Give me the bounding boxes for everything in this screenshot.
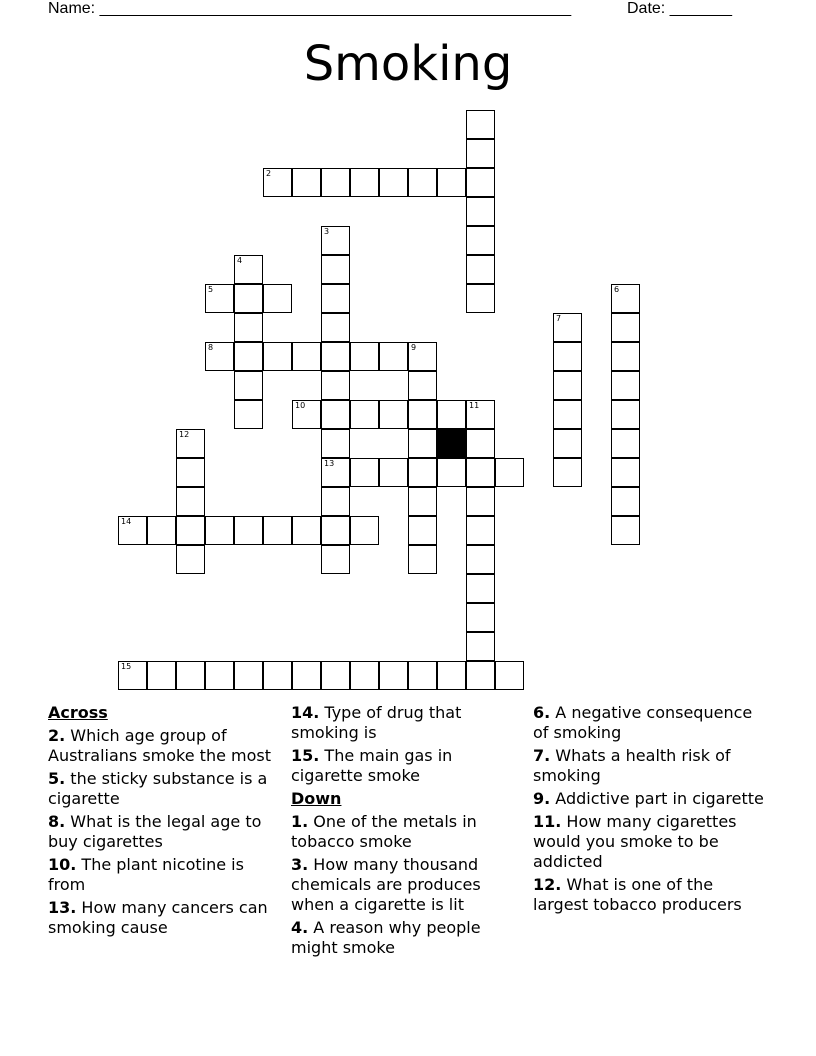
page-title: Smoking <box>303 36 513 92</box>
crossword-cell[interactable] <box>321 400 350 429</box>
clue-number: 6 <box>614 285 620 294</box>
clue-item <box>291 918 526 958</box>
crossword-cell[interactable] <box>263 661 292 690</box>
crossword-cell[interactable] <box>234 284 263 313</box>
crossword-cell[interactable] <box>408 429 437 458</box>
crossword-cell[interactable] <box>466 168 495 197</box>
crossword-cell[interactable] <box>350 342 379 371</box>
clue-item <box>291 703 526 743</box>
clue-item <box>533 875 768 915</box>
crossword-cell[interactable] <box>350 168 379 197</box>
crossword-cell[interactable] <box>176 458 205 487</box>
clue-number: 3 <box>324 227 330 236</box>
crossword-cell[interactable] <box>408 545 437 574</box>
crossword-cell[interactable] <box>176 516 205 545</box>
crossword-cell[interactable] <box>408 516 437 545</box>
clue-item <box>291 746 526 786</box>
clue-text: The main gas in cigarette smoke <box>291 746 453 785</box>
crossword-cell[interactable] <box>205 342 234 371</box>
clue-item <box>533 746 768 786</box>
clue-number-label: 1. <box>291 812 309 831</box>
clue-text: What is the legal age to buy cigarettes <box>48 812 262 851</box>
crossword-cell[interactable] <box>553 371 582 400</box>
crossword-cell[interactable] <box>118 661 147 690</box>
crossword-cell[interactable] <box>553 458 582 487</box>
crossword-cell[interactable] <box>205 516 234 545</box>
crossword-cell[interactable] <box>176 661 205 690</box>
crossword-cell[interactable] <box>292 342 321 371</box>
crossword-cell[interactable] <box>408 458 437 487</box>
blocked-cell <box>437 429 466 458</box>
crossword-cell[interactable] <box>408 168 437 197</box>
clue-number-label: 2. <box>48 726 66 745</box>
clue-text: A negative consequence of smoking <box>533 703 753 742</box>
crossword-cell[interactable] <box>292 168 321 197</box>
clue-text: How many cancers can smoking cause <box>48 898 268 937</box>
down-heading: Down <box>291 789 342 808</box>
crossword-cell[interactable] <box>292 400 321 429</box>
crossword-cell[interactable] <box>234 342 263 371</box>
crossword-cell[interactable] <box>234 661 263 690</box>
crossword-cell[interactable] <box>205 661 234 690</box>
crossword-cell[interactable] <box>466 139 495 168</box>
crossword-cell[interactable] <box>437 661 466 690</box>
clue-number-label: 14. <box>291 703 320 722</box>
crossword-cell[interactable] <box>611 371 640 400</box>
crossword-cell[interactable] <box>234 371 263 400</box>
clues-column-3 <box>533 703 768 918</box>
crossword-cell[interactable] <box>466 661 495 690</box>
crossword-cell[interactable] <box>408 400 437 429</box>
crossword-cell[interactable] <box>466 429 495 458</box>
clue-text: Which age group of Australians smoke the most <box>48 726 271 765</box>
crossword-cell[interactable] <box>553 313 582 342</box>
crossword-cell[interactable] <box>321 168 350 197</box>
crossword-cell[interactable] <box>147 516 176 545</box>
crossword-cell[interactable] <box>408 371 437 400</box>
crossword-cell[interactable] <box>350 516 379 545</box>
clue-number: 4 <box>237 256 243 265</box>
clue-number-label: 6. <box>533 703 551 722</box>
clue-item <box>291 812 526 852</box>
clue-item <box>533 812 768 872</box>
crossword-cell[interactable] <box>263 284 292 313</box>
crossword-cell[interactable] <box>611 313 640 342</box>
crossword-cell[interactable] <box>466 226 495 255</box>
crossword-cell[interactable] <box>466 197 495 226</box>
clue-number: 8 <box>208 343 214 352</box>
crossword-cell[interactable] <box>553 400 582 429</box>
clue-text: How many cigarettes would you smoke to be addicted <box>533 812 737 871</box>
crossword-cell[interactable] <box>205 284 234 313</box>
crossword-cell[interactable] <box>466 545 495 574</box>
crossword-cell[interactable] <box>350 661 379 690</box>
crossword-cell[interactable] <box>466 110 495 139</box>
crossword-cell[interactable] <box>408 342 437 371</box>
clue-number: 11 <box>469 401 480 410</box>
crossword-cell[interactable] <box>321 458 350 487</box>
clue-number: 13 <box>324 459 335 468</box>
clue-item <box>48 812 283 852</box>
crossword-cell[interactable] <box>147 661 176 690</box>
clue-number-label: 11. <box>533 812 562 831</box>
clue-item <box>291 855 526 915</box>
crossword-cell[interactable] <box>321 313 350 342</box>
crossword-cell[interactable] <box>379 400 408 429</box>
crossword-cell[interactable] <box>321 226 350 255</box>
crossword-cell[interactable] <box>611 400 640 429</box>
crossword-cell[interactable] <box>321 545 350 574</box>
crossword-cell[interactable] <box>466 603 495 632</box>
crossword-cell[interactable] <box>495 458 524 487</box>
clue-number: 14 <box>121 517 132 526</box>
date-field[interactable]: Date: _______ <box>627 0 732 17</box>
crossword-cell[interactable] <box>118 516 147 545</box>
clues-column-2 <box>291 703 526 961</box>
clue-number-label: 4. <box>291 918 309 937</box>
crossword-cell[interactable] <box>379 342 408 371</box>
crossword-cell[interactable] <box>321 516 350 545</box>
clue-number: 5 <box>208 285 214 294</box>
crossword-cell[interactable] <box>263 516 292 545</box>
across-heading: Across <box>48 703 108 722</box>
crossword-cell[interactable] <box>263 342 292 371</box>
crossword-cell[interactable] <box>437 400 466 429</box>
crossword-cell[interactable] <box>176 545 205 574</box>
clue-item <box>48 855 283 895</box>
crossword-cell[interactable] <box>611 516 640 545</box>
clue-text: Addictive part in cigarette <box>550 789 764 808</box>
crossword-cell[interactable] <box>495 661 524 690</box>
clue-item <box>48 769 283 809</box>
crossword-cell[interactable] <box>466 632 495 661</box>
clue-item <box>48 726 283 766</box>
crossword-cell[interactable] <box>321 284 350 313</box>
clue-text: The plant nicotine is from <box>48 855 244 894</box>
clue-number-label: 9. <box>533 789 551 808</box>
crossword-cell[interactable] <box>350 400 379 429</box>
clue-number-label: 10. <box>48 855 77 874</box>
crossword-cell[interactable] <box>321 429 350 458</box>
clue-number: 15 <box>121 662 132 671</box>
clue-number: 9 <box>411 343 417 352</box>
crossword-cell[interactable] <box>437 168 466 197</box>
crossword-cell[interactable] <box>234 255 263 284</box>
clue-number: 7 <box>556 314 562 323</box>
crossword-cell[interactable] <box>466 458 495 487</box>
name-field[interactable]: Name: _____________________________________________________ <box>48 0 572 17</box>
clue-text: Type of drug that smoking is <box>291 703 462 742</box>
clue-text: Whats a health risk of smoking <box>533 746 731 785</box>
crossword-cell[interactable] <box>379 168 408 197</box>
clue-number: 2 <box>266 169 272 178</box>
crossword-cell[interactable] <box>321 661 350 690</box>
crossword-cell[interactable] <box>176 429 205 458</box>
crossword-cell[interactable] <box>466 400 495 429</box>
clues-column-1 <box>48 703 283 941</box>
crossword-cell[interactable] <box>553 342 582 371</box>
clue-item <box>533 789 768 809</box>
clue-number-label: 12. <box>533 875 562 894</box>
crossword-cell[interactable] <box>379 661 408 690</box>
clue-number-label: 8. <box>48 812 66 831</box>
crossword-cell[interactable] <box>321 342 350 371</box>
crossword-cell[interactable] <box>234 313 263 342</box>
crossword-cell[interactable] <box>611 487 640 516</box>
crossword-cell[interactable] <box>466 255 495 284</box>
crossword-cell[interactable] <box>466 516 495 545</box>
crossword-cell[interactable] <box>176 487 205 516</box>
clue-number: 10 <box>295 401 306 410</box>
clue-number: 12 <box>179 430 190 439</box>
crossword-cell[interactable] <box>321 371 350 400</box>
crossword-cell[interactable] <box>553 429 582 458</box>
clue-text: One of the metals in tobacco smoke <box>291 812 477 851</box>
clue-text: How many thousand chemicals are produces when a cigarette is lit <box>291 855 481 914</box>
crossword-cell[interactable] <box>408 661 437 690</box>
crossword-cell[interactable] <box>350 458 379 487</box>
clue-text: the sticky substance is a cigarette <box>48 769 268 808</box>
crossword-cell[interactable] <box>611 284 640 313</box>
crossword-cell[interactable] <box>234 400 263 429</box>
crossword-cell[interactable] <box>611 429 640 458</box>
crossword-cell[interactable] <box>466 574 495 603</box>
crossword-cell[interactable] <box>292 516 321 545</box>
clue-number-label: 3. <box>291 855 309 874</box>
crossword-cell[interactable] <box>408 487 437 516</box>
crossword-cell[interactable] <box>437 458 466 487</box>
clue-number-label: 13. <box>48 898 77 917</box>
crossword-cell[interactable] <box>321 255 350 284</box>
crossword-cell[interactable] <box>466 487 495 516</box>
clue-text: What is one of the largest tobacco producers <box>533 875 742 914</box>
crossword-cell[interactable] <box>611 342 640 371</box>
crossword-cell[interactable] <box>321 487 350 516</box>
crossword-cell[interactable] <box>292 661 321 690</box>
crossword-cell[interactable] <box>234 516 263 545</box>
crossword-cell[interactable] <box>263 168 292 197</box>
clue-item <box>48 898 283 938</box>
clue-number-label: 7. <box>533 746 551 765</box>
crossword-cell[interactable] <box>611 458 640 487</box>
clue-number-label: 5. <box>48 769 66 788</box>
clue-number-label: 15. <box>291 746 320 765</box>
clue-text: A reason why people might smoke <box>291 918 481 957</box>
crossword-cell[interactable] <box>379 458 408 487</box>
clue-item <box>533 703 768 743</box>
crossword-cell[interactable] <box>466 284 495 313</box>
